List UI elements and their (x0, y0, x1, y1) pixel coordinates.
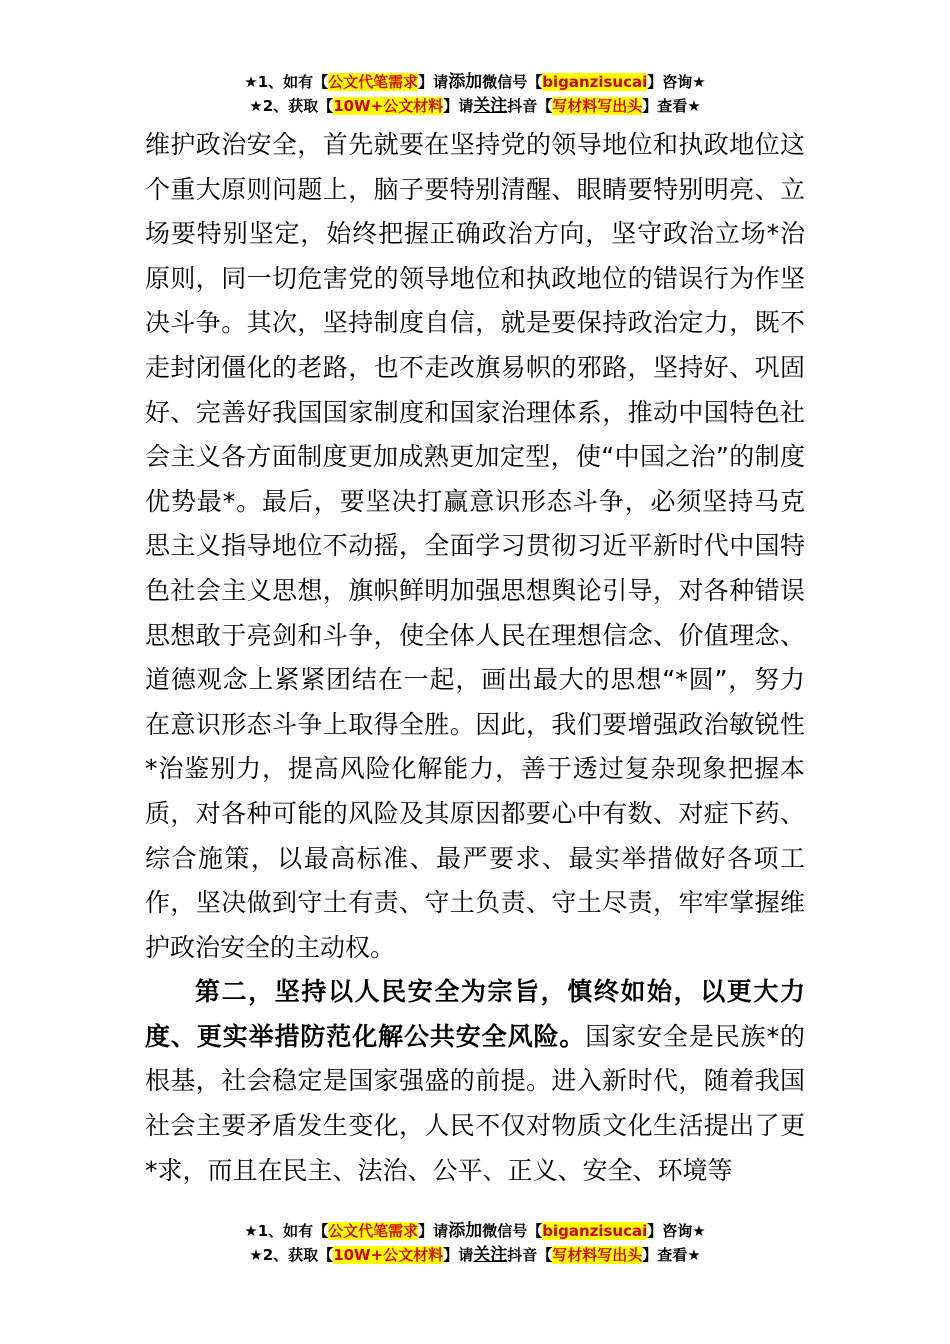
header-banner (0, 70, 950, 118)
footer-highlight-douyin-account: 写材料写出头 (552, 1246, 643, 1264)
section-heading-second: 第二，坚持以人民安全为宗旨，慎终如始，以更大力度、更实举措防范化解公共安全风险。 (145, 977, 805, 1051)
document-body (145, 123, 805, 1193)
header-highlight-service: 公文代笔需求 (328, 73, 419, 91)
header-highlight-wechat-id: biganzisucai (542, 73, 648, 91)
body-paragraph-1: 维护政治安全，首先就要在坚持党的领导地位和执政地位这个重大原则问题上，脑子要特别清醒、眼睛要特别明亮、立场要特别坚定，始终把握正确政治方向，坚守政治立场*治原则，同一切危害党的领导地位和执政地位的错误行为作坚决斗争。其次，坚持制度自信，就是要保持政治定力，既不走封闭僵化的老路，也不走改旗易帜的邪路，坚持好、巩固好、完善好我国国家制度和国家治理体系，推动中国特色社会主义各方面制度更加成熟更加定型，使“中国之治”的制度优势最*。最后，要坚决打赢意识形态斗争，必须坚持马克思主义指导地位不动摇，全面学习贯彻习近平新时代中国特色社会主义思想，旗帜鲜明加强思想舆论引导，对各种错误思想敢于亮剑和斗争，使全体人民在理想信念、价值理念、道德观念上紧紧团结在一起，画出最大的思想“*圆”，努力在意识形态斗争上取得全胜。因此，我们要增强政治敏锐性*治鉴别力，提高风险化解能力，善于透过复杂现象把握本质，对各种可能的风险及其原因都要心中有数、对症下药、综合施策，以最高标准、最严要求、最实举措做好各项工作，坚决做到守土有责、守土负责、守土尽责，牢牢掌握维护政治安全的主动权。 (145, 130, 805, 962)
footer-highlight-materials: 10W+公文材料 (333, 1246, 444, 1264)
header-highlight-douyin-account: 写材料写出头 (552, 97, 643, 115)
footer-line-2: ★2、获取【10W+公文材料】请关注抖音【写材料写出头】查看★ (249, 1245, 701, 1265)
header-line-1: ★1、如有【公文代笔需求】请添加微信号【biganzisucai】咨询★ (244, 72, 706, 92)
footer-highlight-service: 公文代笔需求 (328, 1222, 419, 1240)
body-paragraph-2 (145, 970, 805, 1193)
header-line-2: ★2、获取【10W+公文材料】请关注抖音【写材料写出头】查看★ (249, 96, 701, 116)
body-paragraph-2-text: 国家安全是民族*的根基，社会稳定是国家强盛的前提。进入新时代，随着我国社会主要矛盾发生变化，人民不仅对物质文化生活提出了更*求，而且在民主、法治、公平、正义、安全、环境等 (145, 1021, 805, 1185)
header-highlight-materials: 10W+公文材料 (333, 97, 444, 115)
footer-highlight-wechat-id: biganzisucai (542, 1222, 648, 1240)
footer-line-1: ★1、如有【公文代笔需求】请添加微信号【biganzisucai】咨询★ (244, 1221, 706, 1241)
footer-banner (0, 1219, 950, 1267)
